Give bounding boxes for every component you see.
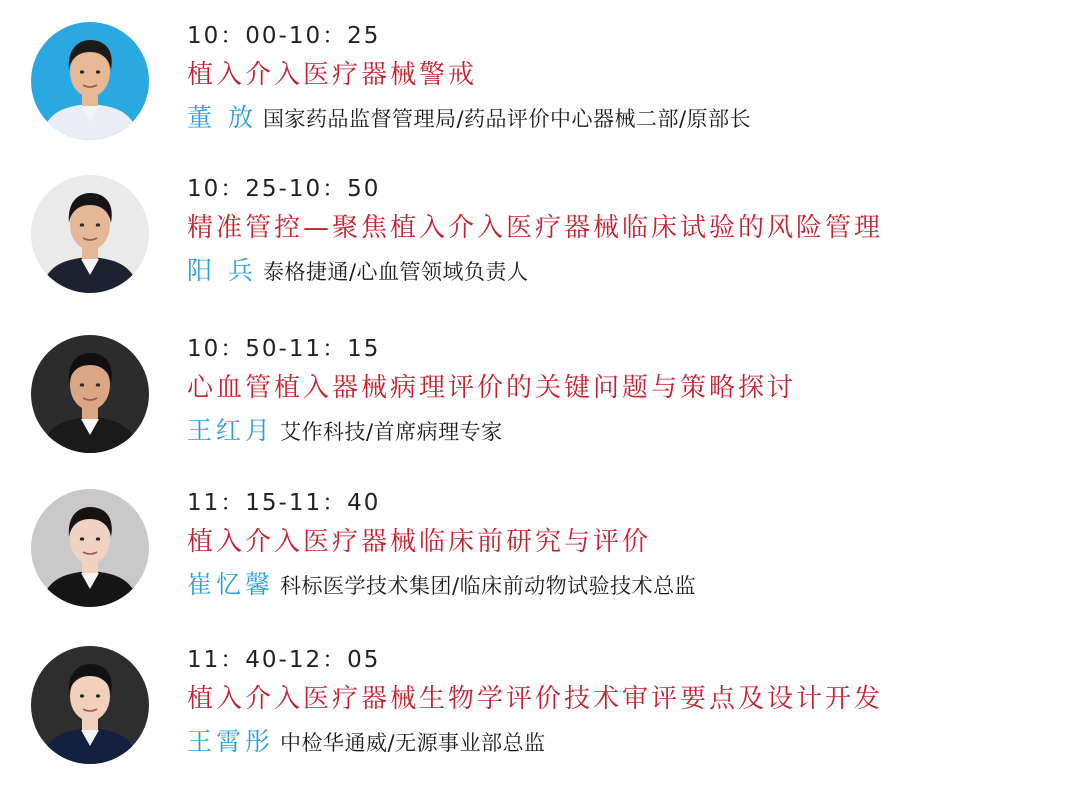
session-title: 心血管植入器械病理评价的关键问题与策略探讨 [187,373,797,403]
speaker-avatar [31,335,149,453]
session-time: 11：15-11：40 [187,490,381,516]
speaker-role: 科标医学技术集团/临床前动物试验技术总监 [280,574,697,598]
session-title: 植入介入医疗器械警戒 [187,60,478,90]
speaker-role: 泰格捷通/心血管领域负责人 [262,260,529,284]
speaker-name: 董 放 [187,103,257,132]
session-time: 10：50-11：15 [187,336,381,362]
session-item [0,646,1080,786]
session-title: 植入介入医疗器械生物学评价技术审评要点及设计开发 [187,684,884,714]
session-title: 植入介入医疗器械临床前研究与评价 [187,527,652,557]
speaker-line [187,726,546,761]
speaker-avatar [31,22,149,140]
speaker-role: 艾作科技/首席病理专家 [280,420,503,444]
session-time: 10：25-10：50 [187,176,381,202]
speaker-role: 国家药品监督管理局/药品评价中心器械二部/原部长 [262,107,752,131]
session-time: 11：40-12：05 [187,647,381,673]
speaker-line [187,415,503,450]
session-title: 精准管控—聚焦植入介入医疗器械临床试验的风险管理 [187,213,884,243]
speaker-role: 中检华通威/无源事业部总监 [280,731,546,755]
speaker-line [187,255,529,290]
session-item [0,335,1080,475]
speaker-avatar [31,489,149,607]
speaker-line [187,102,751,137]
speaker-avatar [31,646,149,764]
session-item [0,22,1080,162]
speaker-line [187,569,696,604]
session-item [0,489,1080,629]
session-item [0,175,1080,315]
speaker-name: 王霄彤 [187,727,275,756]
speaker-name: 阳 兵 [187,256,257,285]
speaker-name: 王红月 [187,416,275,445]
speaker-name: 崔忆馨 [187,570,275,599]
speaker-avatar [31,175,149,293]
session-time: 10：00-10：25 [187,23,381,49]
